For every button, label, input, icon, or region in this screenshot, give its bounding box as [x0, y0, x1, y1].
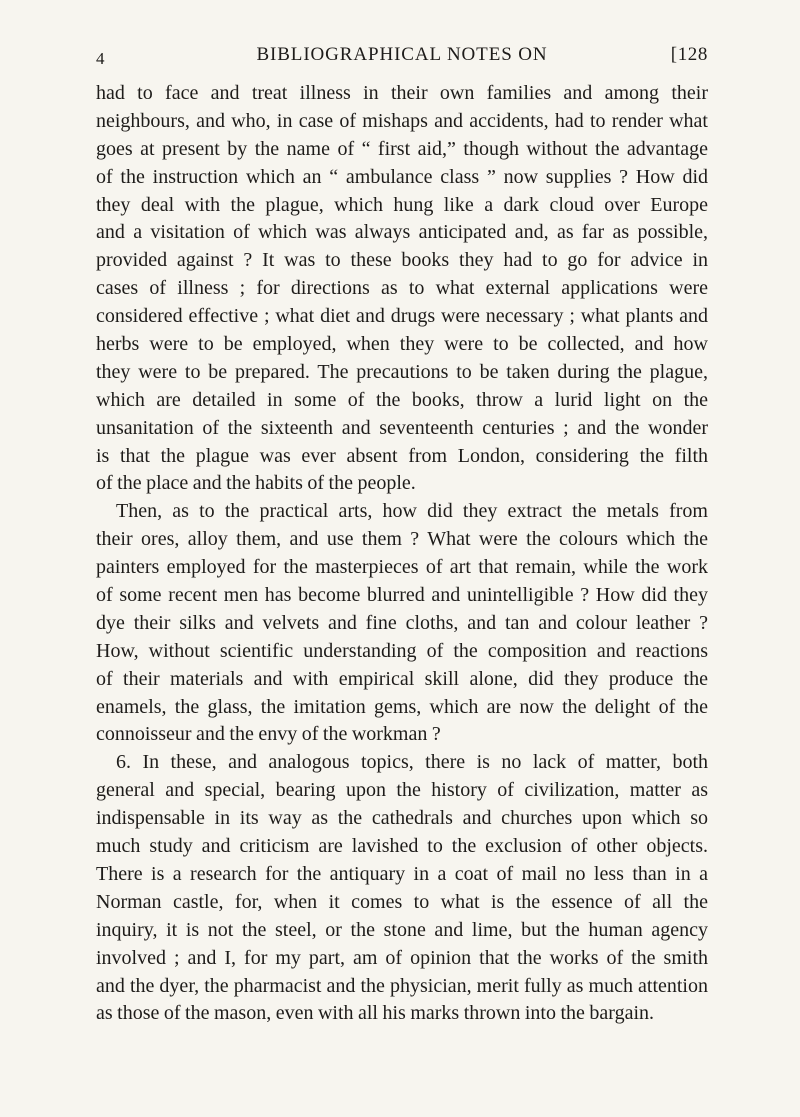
- text-line: of the place and the habits of the people.: [96, 472, 416, 495]
- text-line: How, without scientific understanding of the composition and reactions: [96, 639, 708, 662]
- paragraph-3: [96, 749, 708, 1028]
- text-line: of their materials and with empirical skill alone, did they produce the: [96, 667, 708, 690]
- folio-number: [128: [670, 44, 708, 65]
- text-line: considered effective ; what diet and drugs were necessary ; what plants and: [96, 305, 708, 328]
- text-line: enamels, the glass, the imitation gems, which are now the delight of the: [96, 695, 708, 718]
- text-line: indispensable in its way as the cathedrals and churches upon which so: [96, 807, 708, 830]
- text-line: had to face and treat illness in their own families and among their: [96, 82, 708, 104]
- text-line: is that the plague was ever absent from London, considering the filth: [96, 444, 708, 467]
- text-line: provided against ? It was to these books they had to go for advice in: [96, 249, 708, 272]
- text-line: 6. In these, and analogous topics, there is no lack of matter, both: [116, 751, 708, 774]
- running-head: [96, 44, 708, 68]
- text-line: unsanitation of the sixteenth and seventeenth centuries ; and the wonder: [96, 416, 708, 439]
- text-line: which are detailed in some of the books, throw a lurid light on the: [96, 388, 708, 411]
- body-text: [96, 80, 708, 1028]
- text-line: inquiry, it is not the steel, or the stone and lime, but the human agency: [96, 918, 708, 941]
- page-number: 4: [96, 49, 106, 68]
- text-line: goes at present by the name of “ first aid,” though without the advantage: [96, 137, 708, 160]
- paragraph-1: [96, 80, 708, 498]
- text-line: and a visitation of which was always anticipated and, as far as possible,: [96, 221, 708, 244]
- running-head-title: BIBLIOGRAPHICAL NOTES ON: [256, 44, 548, 65]
- text-line: connoisseur and the envy of the workman ?: [96, 723, 441, 746]
- text-line: dye their silks and velvets and fine cloths, and tan and colour leather ?: [96, 611, 708, 634]
- text-line: general and special, bearing upon the history of civilization, matter as: [96, 779, 708, 802]
- text-line: painters employed for the masterpieces of art that remain, while the work: [96, 556, 708, 579]
- text-line: Norman castle, for, when it comes to what is the essence of all the: [96, 890, 708, 913]
- text-line: as those of the mason, even with all his marks thrown into the bargain.: [96, 1002, 655, 1025]
- text-line: neighbours, and who, in case of mishaps and accidents, had to render what: [96, 109, 708, 132]
- paragraph-2: [96, 498, 708, 749]
- text-line: cases of illness ; for directions as to what external applications were: [96, 277, 708, 300]
- text-line: of the instruction which an “ ambulance class ” now supplies ? How did: [96, 165, 708, 188]
- text-line: they deal with the plague, which hung like a dark cloud over Europe: [96, 193, 708, 216]
- text-line: herbs were to be employed, when they were to be collected, and how: [96, 333, 708, 356]
- text-line: much study and criticism are lavished to the exclusion of other objects.: [96, 835, 708, 858]
- text-line: their ores, alloy them, and use them ? What were the colours which the: [96, 528, 708, 551]
- text-line: they were to be prepared. The precautions to be taken during the plague,: [96, 360, 708, 383]
- text-line: involved ; and I, for my part, am of opinion that the works of the smith: [96, 946, 708, 969]
- text-line: There is a research for the antiquary in a coat of mail no less than in a: [96, 862, 708, 885]
- text-line: and the dyer, the pharmacist and the physician, merit fully as much attention: [96, 974, 708, 997]
- text-line: Then, as to the practical arts, how did they extract the metals from: [116, 500, 708, 523]
- text-line: of some recent men has become blurred and unintelligible ? How did they: [96, 584, 708, 607]
